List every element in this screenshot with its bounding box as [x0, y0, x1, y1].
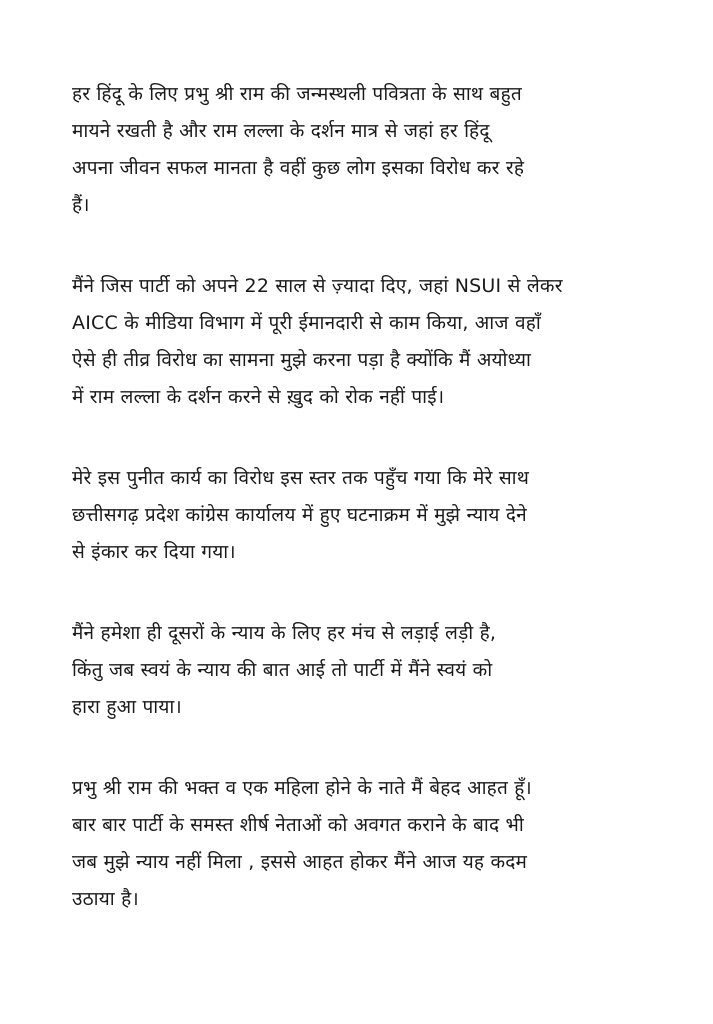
paragraph-4: [72, 615, 653, 726]
paragraph-2: [72, 268, 653, 416]
text-line: मायने रखती है और राम लल्ला के दर्शन मात्र से जहां हर हिंदू: [72, 120, 490, 142]
text-line: किंतु जब स्वयं के न्याय की बात आई तो पार्टी में मैंने स्वयं को: [72, 659, 493, 681]
text-line: हैं।: [72, 194, 90, 216]
text-line: हारा हुआ पाया।: [72, 696, 182, 718]
text-line: बार बार पार्टी के समस्त शीर्ष नेताओं को अवगत कराने के बाद भी: [72, 814, 525, 836]
text-line: मैंने जिस पार्टी को अपने 22 साल से ज़्यादा दिए, जहां NSUI से लेकर: [72, 275, 563, 297]
text-line: AICC के मीडिया विभाग में पूरी ईमानदारी से काम किया, आज वहाँ: [72, 312, 541, 334]
paragraph-1: [72, 76, 653, 224]
text-line: मैंने हमेशा ही दूसरों के न्याय के लिए हर मंच से लड़ाई लड़ी है,: [72, 622, 497, 644]
paragraph-3: [72, 460, 653, 571]
text-line: में राम लल्ला के दर्शन करने से ख़ुद को रोक नहीं पाई।: [72, 386, 445, 408]
text-line: से इंकार कर दिया गया।: [72, 541, 236, 563]
paragraph-5: [72, 770, 653, 918]
text-line: प्रभु श्री राम की भक्त व एक महिला होने के नाते मैं बेहद आहत हूँ।: [72, 777, 532, 799]
text-line: ऐसे ही तीव्र विरोध का सामना मुझे करना पड़ा है क्योंकि मैं अयोध्या: [72, 349, 532, 371]
text-line: जब मुझे न्याय नहीं मिला , इससे आहत होकर मैंने आज यह कदम: [72, 851, 528, 873]
text-line: मेरे इस पुनीत कार्य का विरोध इस स्तर तक पहुँच गया कि मेरे साथ: [72, 467, 530, 489]
text-line: अपना जीवन सफल मानता है वहीं कुछ लोग इसका विरोध कर रहे: [72, 157, 525, 179]
text-line: छत्तीसगढ़ प्रदेश कांग्रेस कार्यालय में हुए घटनाक्रम में मुझे न्याय देने: [72, 504, 527, 526]
text-line: हर हिंदू के लिए प्रभु श्री राम की जन्मस्थली पवित्रता के साथ बहुत: [72, 83, 522, 105]
text-line: उठाया है।: [72, 888, 139, 910]
